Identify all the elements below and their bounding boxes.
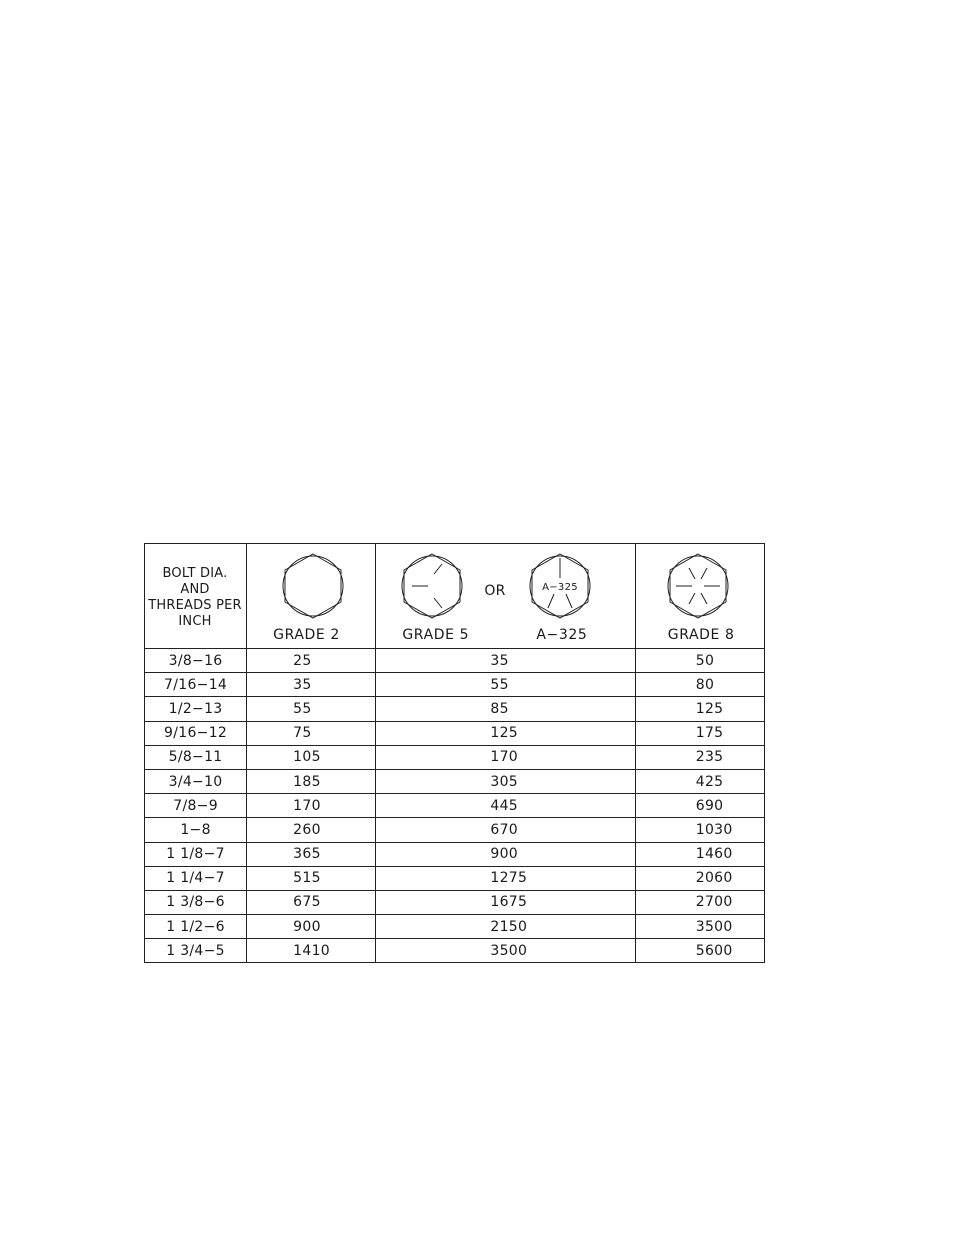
grade-5-torque-cell: 445 (376, 794, 635, 818)
grade-2-torque-cell: 170 (247, 794, 376, 818)
grade-8-torque-cell: 1460 (635, 842, 764, 866)
header-grade-2 (247, 544, 376, 649)
grade-2-label: GRADE 2 (273, 627, 340, 643)
grade-8-torque-cell: 175 (635, 721, 764, 745)
bolt-dia-cell: 1 1/2−6 (145, 915, 247, 939)
grade-8-torque-cell: 425 (635, 769, 764, 793)
table-row (145, 673, 765, 697)
grade-5-torque-cell: 2150 (376, 915, 635, 939)
table-row (145, 939, 765, 963)
grade-5-torque-cell: 3500 (376, 939, 635, 963)
grade-2-torque-cell: 105 (247, 745, 376, 769)
grade-5-bolt-head-icon (398, 552, 466, 620)
table-row (145, 769, 765, 793)
grade-5-torque-cell: 125 (376, 721, 635, 745)
bolt-dia-cell: 9/16−12 (145, 721, 247, 745)
table-row (145, 745, 765, 769)
bolt-dia-cell: 1 1/8−7 (145, 842, 247, 866)
grade-8-torque-cell: 125 (635, 697, 764, 721)
bolt-dia-cell: 1/2−13 (145, 697, 247, 721)
grade-2-torque-cell: 75 (247, 721, 376, 745)
grade-2-torque-cell: 365 (247, 842, 376, 866)
a325-label: A−325 (536, 627, 588, 643)
header-row (145, 544, 765, 649)
table-row (145, 721, 765, 745)
table-row (145, 697, 765, 721)
a325-icon-text: A−325 (542, 582, 579, 593)
bolt-dia-cell: 1−8 (145, 818, 247, 842)
bolt-dia-label: BOLT DIA. AND THREADS PER INCH (148, 566, 242, 629)
table-row (145, 818, 765, 842)
grade-8-torque-cell: 235 (635, 745, 764, 769)
bolt-dia-cell: 5/8−11 (145, 745, 247, 769)
bolt-torque-table (144, 543, 765, 963)
bolt-dia-cell: 1 1/4−7 (145, 866, 247, 890)
grade-8-torque-cell: 2060 (635, 866, 764, 890)
grade-8-bolt-head-icon (664, 552, 732, 620)
grade-2-torque-cell: 185 (247, 769, 376, 793)
grade-8-torque-cell: 2700 (635, 890, 764, 914)
table-row (145, 890, 765, 914)
bolt-dia-cell: 3/4−10 (145, 769, 247, 793)
grade-5-torque-cell: 35 (376, 649, 635, 673)
grade-2-torque-cell: 515 (247, 866, 376, 890)
header-grade-5 (376, 544, 635, 649)
table-row (145, 794, 765, 818)
table-row (145, 915, 765, 939)
grade-2-torque-cell: 1410 (247, 939, 376, 963)
grade-5-label: GRADE 5 (402, 627, 470, 643)
header-grade-8 (635, 544, 764, 649)
grade-5-torque-cell: 1275 (376, 866, 635, 890)
grade-8-torque-cell: 5600 (635, 939, 764, 963)
grade-8-label: GRADE 8 (667, 627, 735, 643)
table-row (145, 842, 765, 866)
grade-8-torque-cell: 50 (635, 649, 764, 673)
grade-2-torque-cell: 675 (247, 890, 376, 914)
a325-bolt-head-icon (526, 552, 594, 620)
grade-2-torque-cell: 25 (247, 649, 376, 673)
grade-2-torque-cell: 260 (247, 818, 376, 842)
header-bolt-dia (145, 544, 247, 649)
grade-5-torque-cell: 900 (376, 842, 635, 866)
bolt-dia-cell: 7/8−9 (145, 794, 247, 818)
grade-8-torque-cell: 690 (635, 794, 764, 818)
bolt-dia-cell: 1 3/8−6 (145, 890, 247, 914)
grade-5-torque-cell: 1675 (376, 890, 635, 914)
table-row (145, 866, 765, 890)
or-label: OR (484, 583, 506, 599)
grade-5-torque-cell: 305 (376, 769, 635, 793)
table-row (145, 649, 765, 673)
grade-5-torque-cell: 85 (376, 697, 635, 721)
grade-2-torque-cell: 900 (247, 915, 376, 939)
grade-5-torque-cell: 670 (376, 818, 635, 842)
grade-2-bolt-head-icon (279, 552, 347, 620)
bolt-dia-cell: 1 3/4−5 (145, 939, 247, 963)
bolt-dia-cell: 3/8−16 (145, 649, 247, 673)
grade-2-torque-cell: 35 (247, 673, 376, 697)
grade-8-torque-cell: 80 (635, 673, 764, 697)
grade-8-torque-cell: 1030 (635, 818, 764, 842)
grade-5-torque-cell: 55 (376, 673, 635, 697)
bolt-dia-cell: 7/16−14 (145, 673, 247, 697)
grade-8-torque-cell: 3500 (635, 915, 764, 939)
grade-2-torque-cell: 55 (247, 697, 376, 721)
grade-5-torque-cell: 170 (376, 745, 635, 769)
